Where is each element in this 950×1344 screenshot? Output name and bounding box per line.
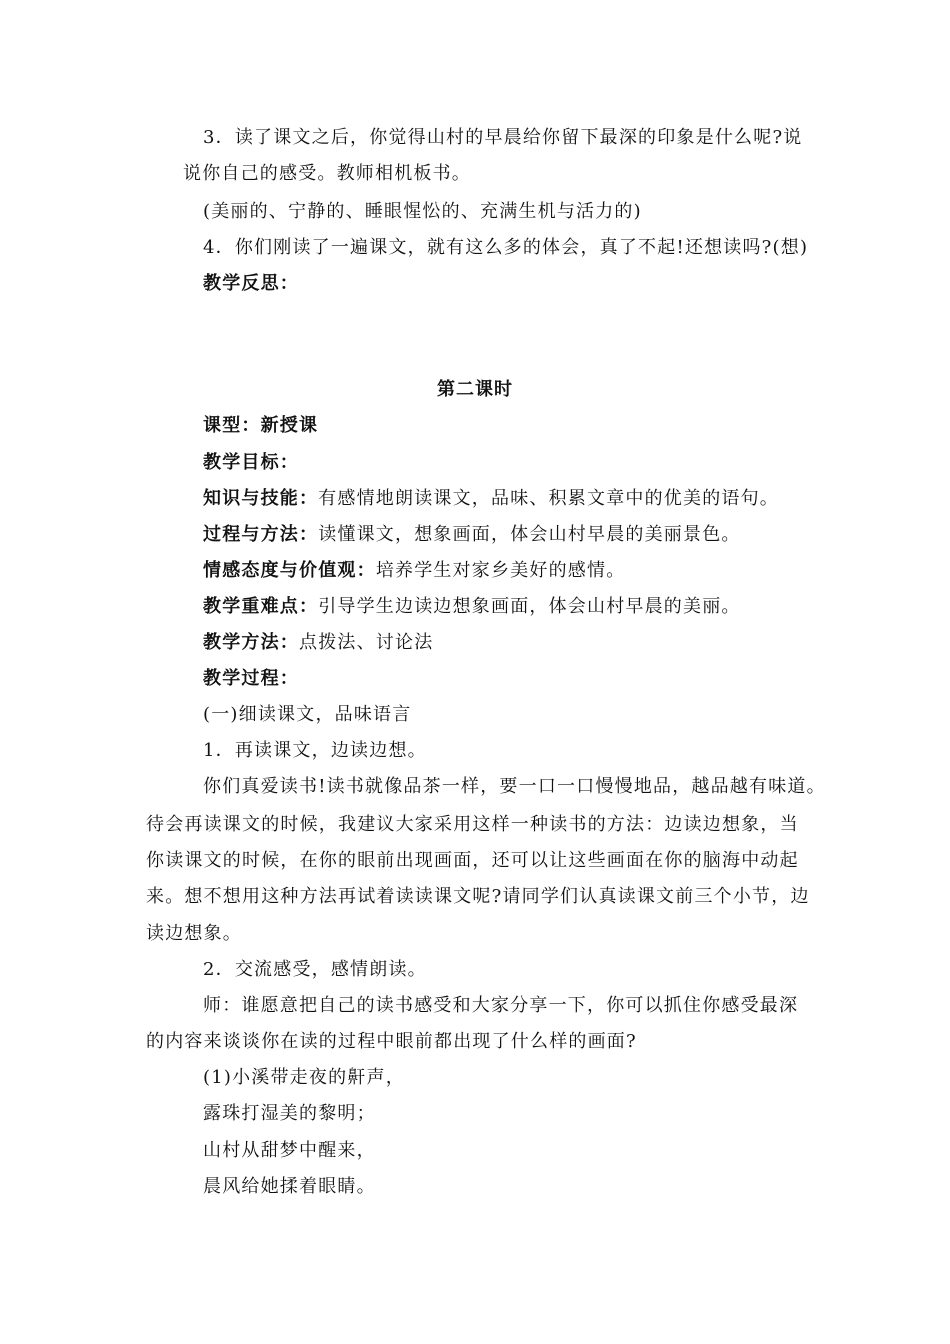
key-points-text: 引导学生边读边想象画面，体会山村早晨的美丽。	[318, 596, 741, 617]
section-heading: 教学目标：	[203, 452, 299, 473]
objective-text: 培养学生对家乡美好的感情。	[375, 560, 626, 581]
paragraph-line: 3．读了课文之后，你觉得山村的早晨给你留下最深的印象是什么呢?说	[203, 127, 803, 148]
paragraph-line: 2．交流感受，感情朗读。	[203, 959, 427, 980]
method-text: 点拨法、讨论法	[299, 632, 434, 653]
key-points-label: 教学重难点：	[203, 596, 319, 617]
objective-line	[203, 523, 741, 547]
objective-line	[203, 559, 625, 583]
poem-line: 露珠打湿美的黎明；	[203, 1103, 376, 1124]
poem-line: (1)小溪带走夜的鼾声，	[203, 1067, 405, 1088]
poem-line: 晨风给她揉着眼睛。	[203, 1176, 376, 1197]
paragraph-line: 4．你们刚读了一遍课文，就有这么多的体会，真了不起!还想读吗?(想)	[203, 237, 809, 258]
poem-line: 山村从甜梦中醒来，	[203, 1140, 376, 1161]
paragraph-line: 来。想不想用这种方法再试着读读课文呢?请同学们认真读课文前三个小节，边	[146, 886, 810, 907]
objective-text: 有感情地朗读课文，品味、积累文章中的优美的语句。	[318, 488, 780, 509]
objective-line	[203, 631, 433, 655]
lesson-type: 课型：新授课	[203, 415, 319, 436]
method-label: 教学方法：	[203, 632, 299, 653]
objective-label: 过程与方法：	[203, 524, 319, 545]
paragraph-line: 说你自己的感受。教师相机板书。	[183, 163, 471, 184]
paragraph-line: 1．再读课文，边读边想。	[203, 740, 427, 761]
paragraph-line: 师：谁愿意把自己的读书感受和大家分享一下，你可以抓住你感受最深	[203, 995, 799, 1016]
paragraph-line: 你读课文的时候，在你的眼前出现画面，还可以让这些画面在你的脑海中动起	[146, 850, 799, 871]
page-title: 第二课时	[437, 379, 513, 400]
paragraph-line: 待会再读课文的时候，我建议大家采用这样一种读书的方法：边读边想象，当	[146, 814, 799, 835]
objective-line	[203, 595, 741, 619]
section-heading: 教学过程：	[203, 668, 299, 689]
section-heading: 教学反思：	[203, 273, 299, 294]
paragraph-line: 的内容来谈谈你在读的过程中眼前都出现了什么样的画面?	[146, 1031, 637, 1052]
paragraph-line: 你们真爱读书!读书就像品茶一样，要一口一口慢慢地品，越品越有味道。	[203, 776, 826, 797]
paragraph-line: (一)细读课文，品味语言	[203, 704, 412, 725]
paragraph-line: 读边想象。	[146, 923, 242, 944]
objective-line	[203, 487, 779, 511]
objective-label: 知识与技能：	[203, 488, 319, 509]
objective-text: 读懂课文，想象画面，体会山村早晨的美丽景色。	[318, 524, 741, 545]
objective-label: 情感态度与价值观：	[203, 560, 376, 581]
paragraph-line: (美丽的、宁静的、睡眼惺忪的、充满生机与活力的)	[203, 201, 642, 222]
